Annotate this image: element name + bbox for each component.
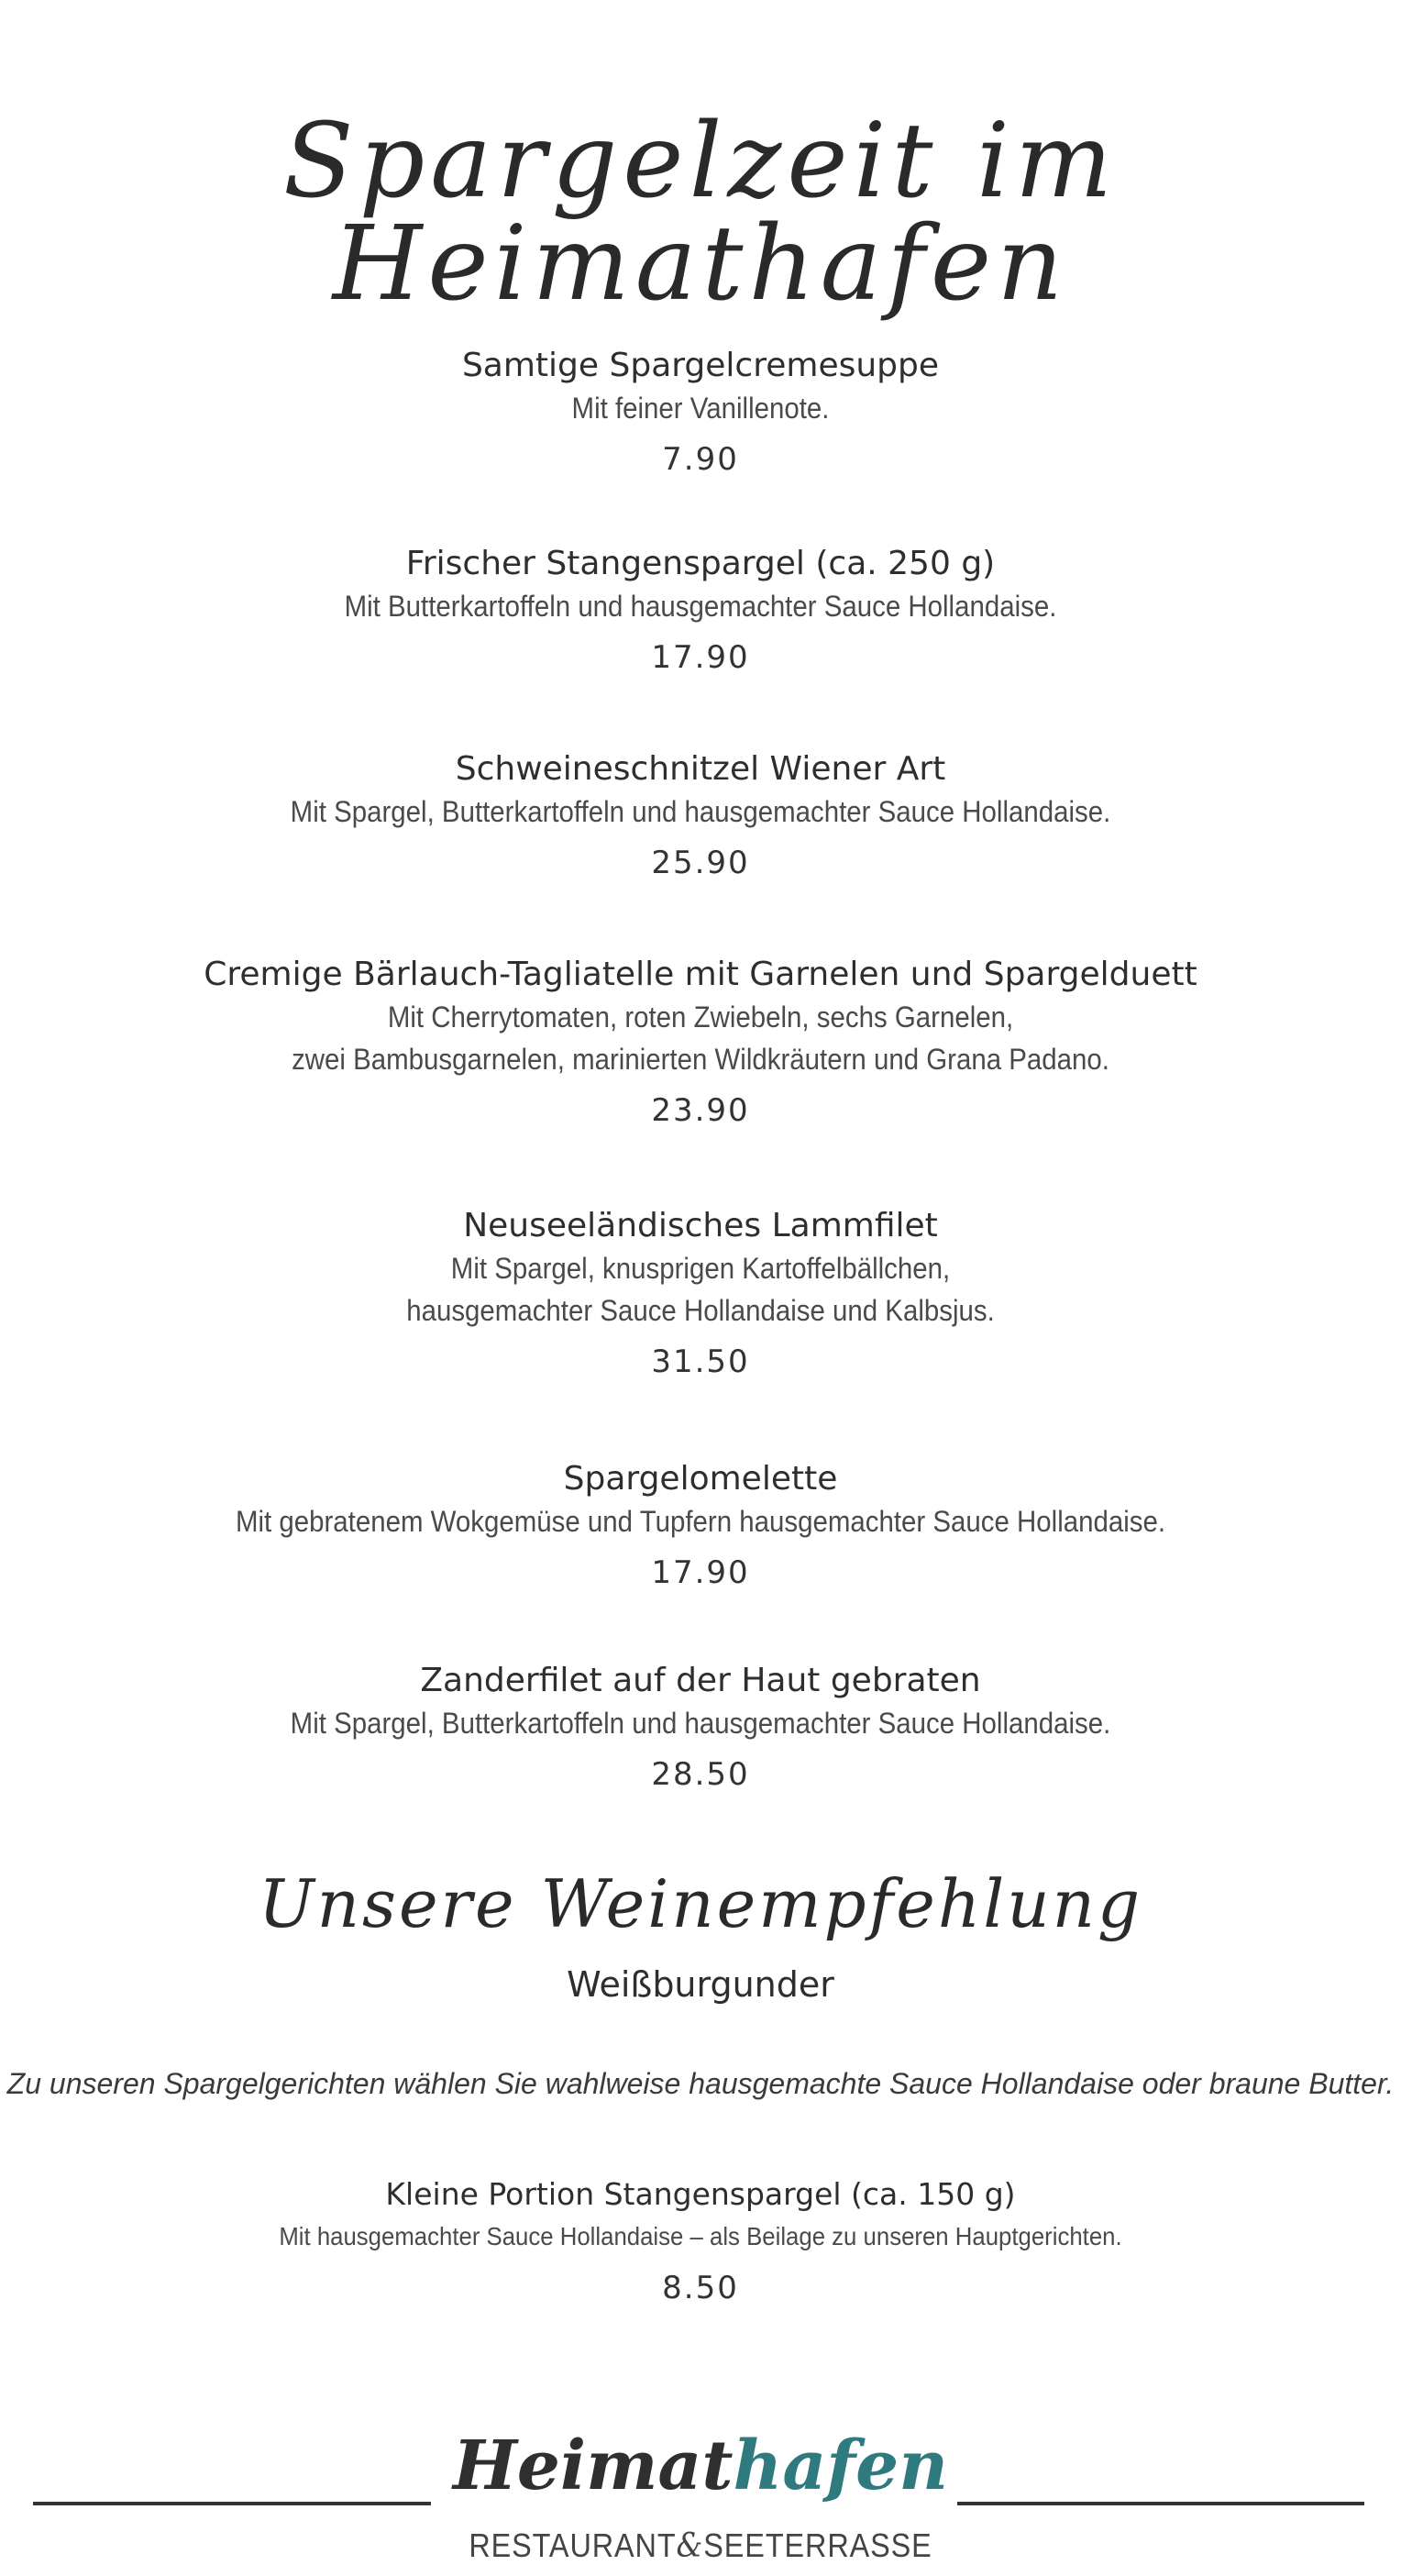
menu-item-price: 17.90 xyxy=(651,1554,750,1591)
wine-recommendation-heading: Unsere Weinempfehlung xyxy=(258,1865,1143,1942)
menu-item-description: zwei Bambusgarnelen, marinierten Wildkräutern und Grana Padano. xyxy=(292,1043,1109,1076)
menu-title: Spargelzeit im Heimathafen xyxy=(282,102,1119,324)
menu-item-description: Mit feiner Vanillenote. xyxy=(571,392,830,425)
menu-item-description: Mit Spargel, Butterkartoffeln und hausgemachter Sauce Hollandaise. xyxy=(290,1707,1111,1740)
sauce-note: Zu unseren Spargelgerichten wählen Sie wahlweise hausgemachte Sauce Hollandaise oder braune Butter. xyxy=(6,2067,1395,2100)
logo-part-heimat: Heimat xyxy=(452,2427,734,2505)
menu-item-tagliatelle xyxy=(0,954,1401,1132)
logo-subtitle-seeterrasse: SEETERRASSE xyxy=(703,2526,932,2564)
menu-item-stangenspargel xyxy=(0,543,1401,679)
menu-item-price: 17.90 xyxy=(651,639,750,676)
menu-item-description: Mit Butterkartoffeln und hausgemachter Sauce Hollandaise. xyxy=(344,590,1057,623)
menu-item-name: Schweineschnitzel Wiener Art xyxy=(455,750,946,788)
menu-item-description: hausgemachter Sauce Hollandaise und Kalbsjus. xyxy=(406,1294,995,1327)
menu-item-name: Frischer Stangenspargel (ca. 250 g) xyxy=(405,545,996,582)
menu-item-description: Mit Spargel, Butterkartoffeln und hausgemachter Sauce Hollandaise. xyxy=(290,795,1111,828)
logo-subtitle-restaurant: RESTAURANT xyxy=(469,2526,677,2564)
menu-item-spargelcremesuppe xyxy=(0,345,1401,481)
menu-item-name: Samtige Spargelcremesuppe xyxy=(461,347,940,384)
menu-item-schweineschnitzel xyxy=(0,748,1401,884)
menu-item-name: Kleine Portion Stangenspargel (ca. 150 g) xyxy=(385,2176,1016,2212)
menu-item-name: Spargelomelette xyxy=(563,1460,838,1498)
menu-item-description: Mit gebratenem Wokgemüse und Tupfern hausgemachter Sauce Hollandaise. xyxy=(235,1505,1166,1538)
menu-item-kleine-portion xyxy=(0,2173,1401,2309)
menu-item-price: 8.50 xyxy=(662,2270,739,2306)
menu-item-price: 28.50 xyxy=(651,1756,750,1793)
menu-item-price: 31.50 xyxy=(651,1343,750,1380)
logo-subtitle-ampersand: & xyxy=(676,2527,704,2565)
menu-item-name: Neuseeländisches Lammfilet xyxy=(463,1207,938,1244)
menu-item-price: 23.90 xyxy=(651,1092,750,1129)
menu-item-description: Mit Cherrytomaten, roten Zwiebeln, sechs Garnelen, xyxy=(387,1001,1014,1034)
menu-item-description: Mit Spargel, knusprigen Kartoffelbällchen, xyxy=(450,1252,951,1285)
heimathafen-logo xyxy=(0,2427,1401,2505)
menu-item-zanderfilet xyxy=(0,1660,1401,1796)
footer-divider-left xyxy=(33,2502,431,2505)
logo-part-hafen: hafen xyxy=(733,2427,948,2505)
menu-item-price: 25.90 xyxy=(651,845,750,881)
menu-item-name: Zanderfilet auf der Haut gebraten xyxy=(420,1662,981,1699)
menu-item-spargelomelette xyxy=(0,1458,1401,1594)
menu-item-name: Cremige Bärlauch-Tagliatelle mit Garnelen und Spargelduett xyxy=(204,956,1197,993)
logo-subtitle xyxy=(70,2526,1330,2565)
menu-item-description: Mit hausgemachter Sauce Hollandaise – als Beilage zu unseren Hauptgerichten. xyxy=(279,2222,1122,2250)
footer-divider-right xyxy=(957,2502,1364,2505)
wine-name: Weißburgunder xyxy=(567,1964,834,2005)
menu-item-price: 7.90 xyxy=(662,441,739,478)
menu-item-lammfilet xyxy=(0,1205,1401,1383)
